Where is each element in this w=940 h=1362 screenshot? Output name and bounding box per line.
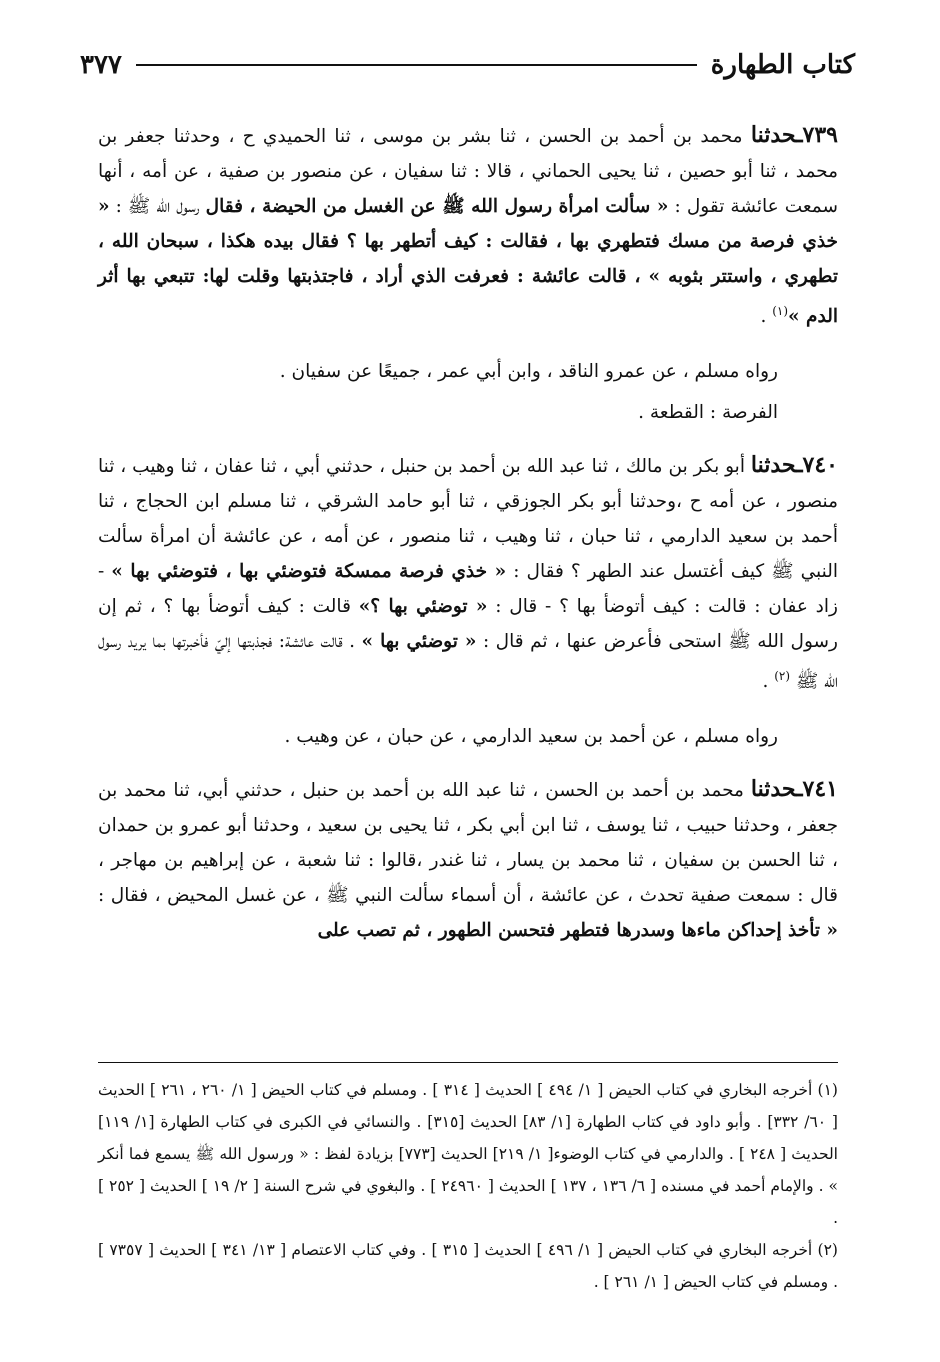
header-rule	[136, 64, 697, 66]
spacer	[98, 699, 838, 713]
footnote-ref: (٢)	[774, 669, 791, 684]
hadith-chain: قالت : كيف أتوضأ بها ؟ ، ثم إن رسول الله ﷺ استحى فأعرض عنها ، ثم قال :	[98, 596, 838, 653]
hadith-keyword: حدثنا	[750, 776, 797, 803]
running-title: كتاب الطهارة	[710, 50, 855, 80]
hadith-matn: « خذي فرصة من مسك فتطهري بها ، فقالت : كيف أتطهر بها ؟ فقال بيده هكذا ، سبحان الله ، تطهري ، واستتر بثوبه » ، قالت عائشة : فعرفت الذي أراد ، فاجتذبتها وقلت لها: تتبعي بها أثر الدم »	[98, 196, 838, 328]
hadith-739	[98, 118, 838, 334]
hadith-chain: محمد بن أحمد بن الحسن ، ثنا بشر بن موسى ، ثنا الحميدي ح ، وحدثنا جعفر بن محمد ، ثنا أبو حصين ، ثنا يحيى الحماني ، قالا : ثنا سفيان ، عن منصور بن صفية ، عن أمه ، أنها سمعت عائشة تقول :	[98, 126, 838, 217]
definition-note: الفرصة : القطعة .	[638, 402, 778, 424]
sentence-end: .	[762, 671, 775, 693]
hadith-741	[98, 772, 838, 948]
page-number: ٣٧٧	[80, 50, 122, 80]
sentence-end: .	[760, 306, 773, 328]
footnote-ref: (١)	[772, 304, 789, 318]
main-text	[98, 118, 838, 948]
hadith-number: ٧٤١ـ	[796, 776, 838, 803]
hadith-number: ٧٣٩ـ	[796, 122, 838, 148]
hadith-matn: « توضئي بها ؟»	[358, 596, 488, 618]
page-header	[80, 42, 855, 88]
footnotes	[98, 1074, 838, 1298]
hadith-chain: . قالت عائشة: فجذبتها إليّ فأخبرتها بما يريد رسول الله ﷺ	[98, 631, 838, 693]
hadith-chain: أبو بكر بن مالك ، ثنا عبد الله بن أحمد بن حنبل ، حدثني أبي ، ثنا عفان ، ثنا وهيب ، ثنا منصور ، عن أمه ح ،وحدثنا أبو بكر الجوزقي ، ثنا أبو حامد الشرقي ، ثنا مسلم ابن الحجاج ، ثنا أحمد بن سعيد الدارمي ، ثنا حبان ، ثنا وهيب ، ثنا منصور ، عن أمه ، عن عائشة أن امرأة سألت النبي ﷺ كيف أغتسل عند الطهر ؟ فقال :	[98, 456, 838, 583]
hadith-keyword: حدثنا	[750, 122, 797, 148]
hadith-matn: « تأخذ إحداكن ماءها وسدرها فتطهر فتحسن الطهور ، ثم تصب على	[317, 920, 838, 942]
footnote-separator	[98, 1062, 838, 1063]
hadith-740	[98, 448, 838, 699]
hadith-chain: - زاد عفان : قالت : كيف أتوضأ بها ؟ - قال :	[98, 561, 838, 618]
hadith-matn: « خذي فرصة ممسكة فتوضئي بها ، فتوضئي بها »	[111, 561, 507, 583]
spacer	[98, 434, 838, 448]
hadith-number: ٧٤٠ـ	[796, 452, 838, 479]
hadith-chain: رسول الله ﷺ :	[109, 196, 206, 217]
narration-note: رواه مسلم ، عن عمرو الناقد ، وابن أبي عمر ، جميعًا عن سفيان .	[279, 361, 778, 383]
footnote-1: (١) أخرجه البخاري في كتاب الحيض [ ١/ ٤٩٤ ] الحديث [ ٣١٤ ] . ومسلم في كتاب الحيض [ ١/ ٢٦٠ ، ٢٦١ ] الحديث [ ٦٠/ ٣٣٢] . وأبو داود في كتاب الطهارة [١/ ٨٣] الحديث [٣١٥] . والنسائي في الكبرى في كتاب الطهارة [١/ ١١٩] الحديث [ ٢٤٨ ] . والدارمي في كتاب الوضوء[ ١/ ٢١٩] الحديث [٧٧٣] بزيادة لفظ : « ورسول الله ﷺ يسمع فما أنكر » . والإمام أحمد في مسنده [ ٦/ ١٣٦ ، ١٣٧ ] الحديث [ ٢٤٩٦٠ ] . والبغوي في شرح السنة [ ٢/ ١٩ ] الحديث [ ٢٥٢ ] .	[98, 1081, 838, 1227]
footnote-2: (٢) أخرجه البخاري في كتاب الحيض [ ١/ ٤٩٦ ] الحديث [ ٣١٥ ] . وفي كتاب الاعتصام [ ١٣/ ٣٤١ ] الحديث [ ٧٣٥٧ ] . ومسلم في كتاب الحيض [ ١/ ٢٦١ ] .	[98, 1241, 838, 1291]
narration-note: رواه مسلم ، عن أحمد بن سعيد الدارمي ، عن حبان ، عن وهيب .	[284, 726, 778, 748]
hadith-matn: « سألت امرأة رسول الله ﷺ عن الغسل من الحيضة ، فقال	[205, 196, 669, 217]
spacer	[98, 758, 838, 772]
hadith-keyword: حدثنا	[750, 452, 797, 479]
hadith-matn: « توضئي بها »	[361, 631, 477, 653]
spacer	[98, 334, 838, 348]
hadith-chain: محمد بن أحمد بن الحسن ، ثنا عبد الله بن أحمد بن حنبل ، حدثني أبي، ثنا محمد بن جعفر ، وحدثنا حبيب ، ثنا يوسف ، ثنا ابن أبي بكر ، ثنا يحيى بن سعيد ، وحدثنا أبو عمرو بن حمدان ، ثنا الحسن بن سفيان ، ثنا محمد بن يسار ، ثنا غندر ،قالوا : ثنا شعبة ، عن إبراهيم بن مهاجر ، قال : سمعت صفية تحدث ، عن عائشة ، أن أسماء سألت النبي ﷺ ، عن غسل المحيض ، فقال :	[98, 780, 838, 907]
